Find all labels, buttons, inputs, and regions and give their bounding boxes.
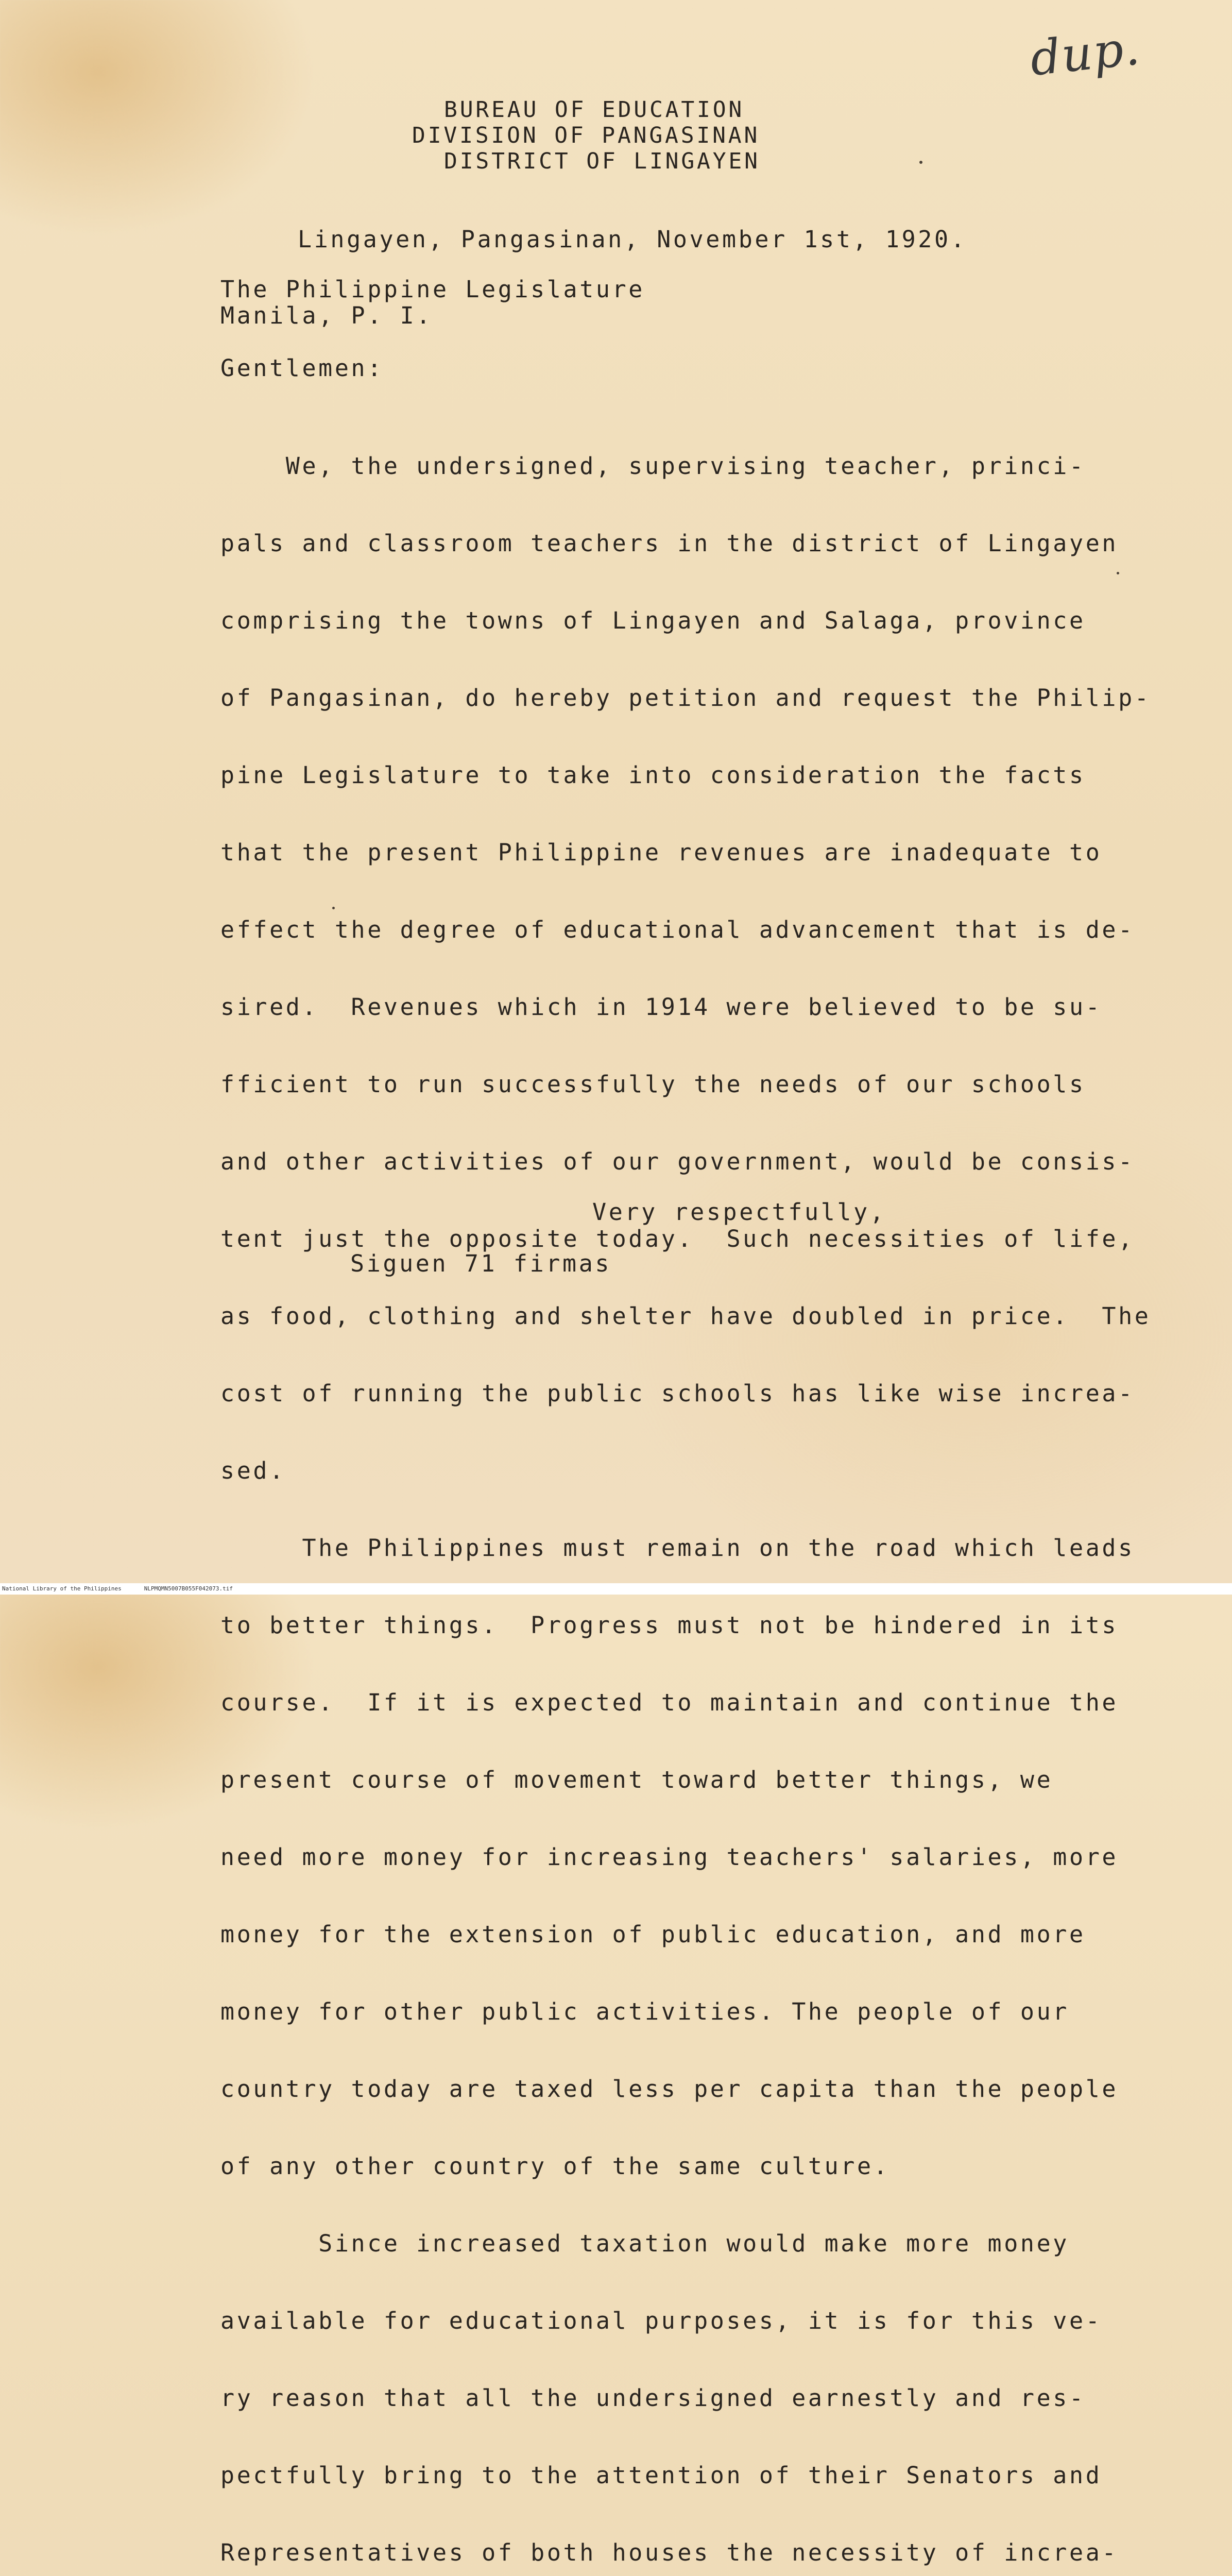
handwritten-note: dup. [1027,20,1143,87]
body-line: fficient to run successfully the needs of our schools [220,1071,1086,1098]
letter-body [220,402,1151,2576]
body-line: country today are taxed less per capita than the people [220,2075,1119,2103]
body-line: money for other public activities. The people of our [220,1998,1069,2025]
signatures-note: Siguen 71 firmas [350,1250,612,1277]
letterhead-line-3: DISTRICT OF LINGAYEN [444,148,760,174]
footer-file-id: NLPMQMN5007B055F042073.tif [144,1585,233,1592]
body-line: of any other country of the same culture. [220,2153,890,2180]
body-line: money for the extension of public education, and more [220,1921,1086,1948]
body-line: tent just the opposite today. Such necessities of life, [220,1225,1135,1252]
body-line: of Pangasinan, do hereby petition and request the Philip- [220,684,1151,711]
body-line: ry reason that all the undersigned earnestly and res- [220,2384,1086,2412]
letterhead-line-2: DIVISION OF PANGASINAN [412,123,760,148]
body-line: Since increased taxation would make more money [220,2230,1069,2257]
dateline: Lingayen, Pangasinan, November 1st, 1920. [298,226,967,253]
body-line: course. If it is expected to maintain and continue the [220,1689,1119,1716]
body-line: to better things. Progress must not be hindered in its [220,1612,1119,1639]
paper-speck [919,161,922,164]
body-line: sired. Revenues which in 1914 were believed to be su- [220,993,1102,1021]
addressee-line-1: The Philippine Legislature [220,276,645,303]
body-line: pine Legislature to take into consideration the facts [220,761,1086,789]
body-line: available for educational purposes, it is for this ve- [220,2307,1102,2334]
body-line: comprising the towns of Lingayen and Salaga, province [220,607,1086,634]
paper-speck [332,907,335,909]
body-line: effect the degree of educational advancement that is de- [220,916,1135,943]
body-line: present course of movement toward better things, we [220,1766,1053,1793]
salutation: Gentlemen: [220,354,384,382]
body-line: sed. [220,1457,286,1484]
addressee-line-2: Manila, P. I. [220,302,433,329]
body-line: that the present Philippine revenues are inadequate to [220,839,1102,866]
body-line: as food, clothing and shelter have doubled in price. The [220,1302,1151,1330]
paper-speck [1117,572,1119,574]
letterhead-line-1: BUREAU OF EDUCATION [444,97,745,123]
body-line: The Philippines must remain on the road which leads [220,1534,1135,1562]
footer-institution: National Library of the Philippines [2,1585,122,1592]
body-line: pectfully bring to the attention of their Senators and [220,2462,1102,2489]
archive-footer [0,1583,1232,1595]
body-line: pals and classroom teachers in the district of Lingayen [220,530,1119,557]
body-line: need more money for increasing teachers' salaries, more [220,1843,1119,1871]
body-line: Representatives of both houses the necessity of increa- [220,2539,1119,2566]
closing: Very respectfully, [592,1198,886,1226]
body-line: We, the undersigned, supervising teacher, princi- [220,452,1086,480]
body-line: cost of running the public schools has like wise increa- [220,1380,1135,1407]
body-line: and other activities of our government, would be consis- [220,1148,1135,1175]
